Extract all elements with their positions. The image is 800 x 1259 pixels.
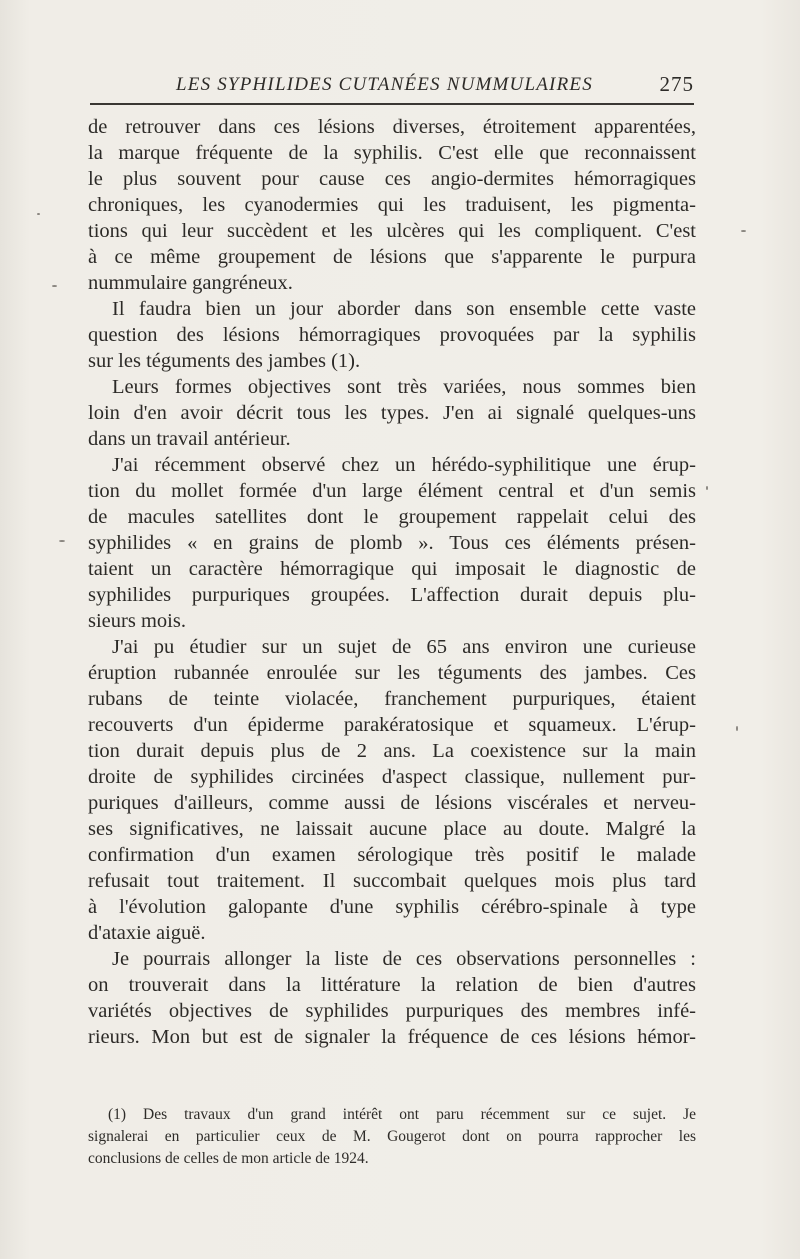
text-line: rieurs. Mon but est de signaler la fréquence de ces lésions hémor- [88,1026,696,1048]
text-line: taient un caractère hémorragique qui imposait le diagnostic de [88,558,696,580]
text-line: recouverts d'un épiderme parakératosique et squameux. L'érup- [88,714,696,736]
text-line: question des lésions hémorragiques provoquées par la syphilis [88,324,696,346]
text-line: dans un travail antérieur. [88,428,291,450]
text-line: Leurs formes objectives sont très variées, nous sommes bien [112,376,696,398]
text-line: à ce même groupement de lésions que s'apparente le purpura [88,246,696,268]
text-line: J'ai récemment observé chez un hérédo-syphilitique une érup- [112,454,696,476]
paper-speck [37,213,40,215]
text-line: d'ataxie aiguë. [88,922,206,944]
footnote [88,1104,696,1182]
text-line: ses significatives, ne laissait aucune place au doute. Malgré la [88,818,696,840]
text-line: sieurs mois. [88,610,186,632]
running-title: LES SYPHILIDES CUTANÉES NUMMULAIRES [176,74,593,95]
text-line: J'ai pu étudier sur un sujet de 65 ans environ une curieuse [112,636,696,658]
paper-speck [706,486,708,490]
body-text [88,114,696,1048]
text-line: loin d'en avoir décrit tous les types. J'en ai signalé quelques-uns [88,402,696,424]
text-line: de macules satellites dont le groupement rappelait celui des [88,506,696,528]
text-line: la marque fréquente de la syphilis. C'est elle que reconnaissent [88,142,696,164]
text-line: rubans de teinte violacée, franchement purpuriques, étaient [88,688,696,710]
text-line: éruption rubannée enroulée sur les téguments des jambes. Ces [88,662,696,684]
text-line: tions qui leur succèdent et les ulcères qui les compliquent. C'est [88,220,696,242]
header-rule [90,103,694,105]
text-line: sur les téguments des jambes (1). [88,350,361,372]
text-line: Il faudra bien un jour aborder dans son ensemble cette vaste [112,298,696,320]
page-header [90,70,694,102]
text-line: de retrouver dans ces lésions diverses, étroitement apparentées, [88,116,696,138]
paper-speck [52,285,57,287]
text-line: chroniques, les cyanodermies qui les traduisent, les pigmenta- [88,194,696,216]
text-line: syphilides purpuriques groupées. L'affection durait depuis plu- [88,584,696,606]
page-number: 275 [659,72,694,96]
text-line: confirmation d'un examen sérologique très positif le malade [88,844,696,866]
text-line: variétés objectives de syphilides purpuriques des membres infé- [88,1000,696,1022]
text-line: on trouverait dans la littérature la relation de bien d'autres [88,974,696,996]
text-line: refusait tout traitement. Il succombait quelques mois plus tard [88,870,696,892]
paper-speck [59,540,65,542]
footnote-line: conclusions de celles de mon article de 1924. [88,1150,369,1167]
text-line: nummulaire gangréneux. [88,272,293,294]
text-line: puriques d'ailleurs, comme aussi de lésions viscérales et nerveu- [88,792,696,814]
text-line: droite de syphilides circinées d'aspect classique, nullement pur- [88,766,696,788]
paper-speck [741,230,746,232]
paper-speck [736,726,738,731]
text-line: le plus souvent pour cause ces angio-dermites hémorragiques [88,168,696,190]
text-line: tion durait depuis plus de 2 ans. La coexistence sur la main [88,740,696,762]
text-line: Je pourrais allonger la liste de ces observations personnelles : [112,948,696,970]
text-line: syphilides « en grains de plomb ». Tous ces éléments présen- [88,532,696,554]
footnote-line: (1) Des travaux d'un grand intérêt ont paru récemment sur ce sujet. Je [108,1106,696,1123]
text-line: tion du mollet formée d'un large élément central et d'un semis [88,480,696,502]
text-line: à l'évolution galopante d'une syphilis cérébro-spinale à type [88,896,696,918]
footnote-line: signalerai en particulier ceux de M. Gougerot dont on pourra rapprocher les [88,1128,696,1145]
